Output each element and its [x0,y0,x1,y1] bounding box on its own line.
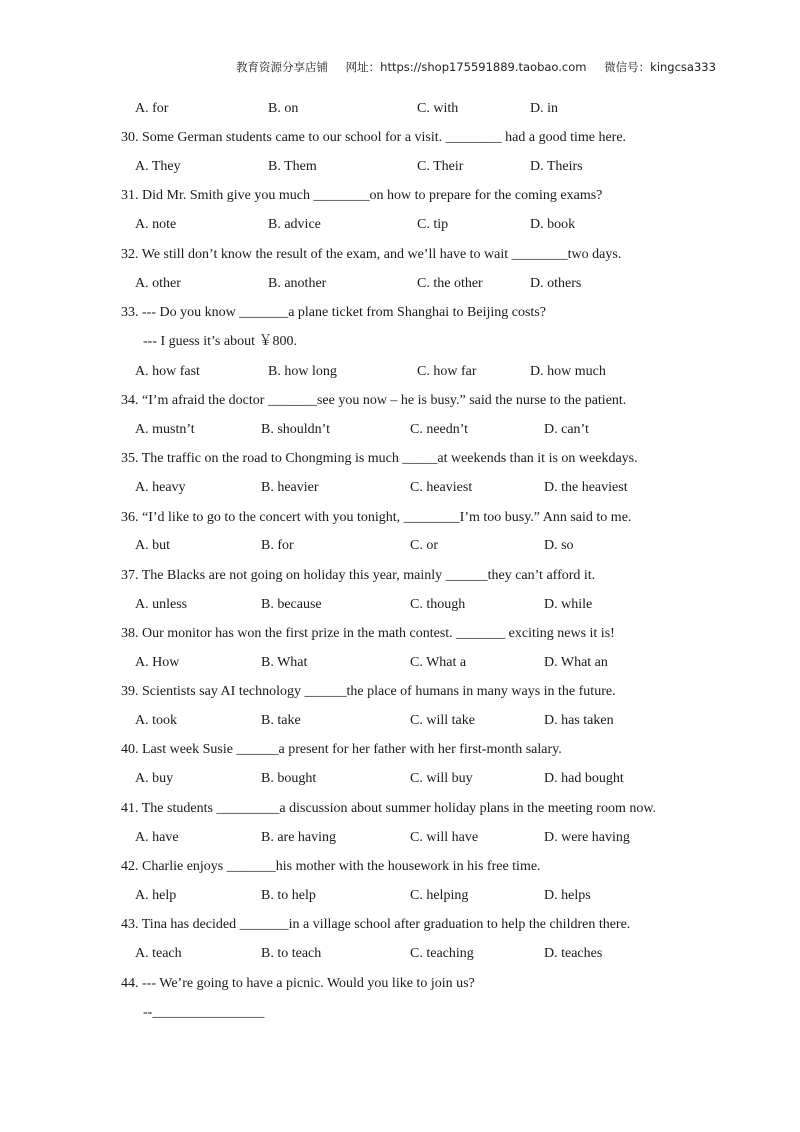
wechat-id: 微信号：kingcsa333 [604,60,716,74]
answer-option: C. will take [410,713,475,728]
answer-option: C. how far [417,364,477,379]
question-text: 44. --- We’re going to have a picnic. Would you like to join us? [121,976,475,991]
answer-option: B. another [268,276,327,291]
answer-option: D. others [530,276,582,291]
question-text: 30. Some German students came to our school for a visit. ________ had a good time here. [121,130,627,145]
answer-option: C. needn’t [410,422,469,437]
answer-option: A. have [135,830,179,845]
answer-option: D. has taken [544,713,614,728]
answer-option: B. advice [268,217,321,232]
answer-option: B. bought [261,771,317,786]
shop-url: 网址：https://shop175591889.taobao.com [345,60,587,74]
answer-option: A. help [135,888,177,903]
answer-option: C. heaviest [410,480,473,495]
answer-option: B. because [261,597,322,612]
question-text: 35. The traffic on the road to Chongming is much _____at weekends than it is on weekdays. [121,451,638,466]
question-text: 33. --- Do you know _______a plane ticket from Shanghai to Beijing costs? [121,305,546,320]
answer-option: C. helping [410,888,469,903]
answer-option: C. Their [417,159,464,174]
answer-option: D. Theirs [530,159,583,174]
answer-option: C. the other [417,276,483,291]
answer-option: D. can’t [544,422,589,437]
question-text: 40. Last week Susie ______a present for her father with her first-month salary. [121,742,562,757]
dialogue-reply: --- I guess it’s about ￥800. [143,334,297,349]
answer-option: A. buy [135,771,174,786]
question-text: 32. We still don’t know the result of the exam, and we’ll have to wait ________two days. [121,247,622,262]
question-text: 34. “I’m afraid the doctor _______see you now – he is busy.” said the nurse to the patient. [121,393,627,408]
question-text: 37. The Blacks are not going on holiday this year, mainly ______they can’t afford it. [121,568,596,583]
answer-option: A. How [135,655,180,670]
answer-option: B. Them [268,159,317,174]
question-text: 41. The students _________a discussion about summer holiday plans in the meeting room now. [121,801,657,816]
answer-option: A. heavy [135,480,186,495]
answer-option: B. shouldn’t [261,422,330,437]
answer-option: B. how long [268,364,337,379]
question-text: 38. Our monitor has won the first prize in the math contest. _______ exciting news it is! [121,626,615,641]
answer-option: D. book [530,217,576,232]
answer-option: D. the heaviest [544,480,628,495]
answer-option: A. for [135,101,169,116]
answer-option: A. other [135,276,181,291]
answer-option: C. or [410,538,438,553]
answer-option: B. What [261,655,308,670]
shop-name: 教育资源分享店铺 [236,60,328,74]
answer-option: D. What an [544,655,608,670]
answer-option: C. with [417,101,459,116]
answer-option: A. mustn’t [135,422,195,437]
dialogue-reply: --________________ [143,1005,265,1020]
answer-option: A. how fast [135,364,200,379]
question-text: 43. Tina has decided _______in a village school after graduation to help the children there. [121,917,631,932]
answer-option: A. teach [135,946,182,961]
answer-option: A. unless [135,597,188,612]
answer-option: D. were having [544,830,630,845]
answer-option: C. will buy [410,771,473,786]
answer-option: C. tip [417,217,449,232]
answer-option: D. had bought [544,771,624,786]
question-text: 36. “I’d like to go to the concert with you tonight, ________I’m too busy.” Ann said to me. [121,510,632,525]
question-text: 39. Scientists say AI technology ______the place of humans in many ways in the future. [121,684,616,699]
answer-option: D. teaches [544,946,603,961]
answer-option: D. helps [544,888,591,903]
answer-option: C. will have [410,830,479,845]
page-header [236,59,716,75]
answer-option: B. heavier [261,480,319,495]
answer-option: D. how much [530,364,606,379]
answer-option: B. to help [261,888,316,903]
answer-option: D. in [530,101,558,116]
answer-option: A. note [135,217,177,232]
answer-option: A. They [135,159,181,174]
answer-option: B. for [261,538,294,553]
answer-option: B. to teach [261,946,322,961]
question-text: 31. Did Mr. Smith give you much ________on how to prepare for the coming exams? [121,188,603,203]
answer-option: C. though [410,597,466,612]
answer-option: D. while [544,597,593,612]
answer-option: B. are having [261,830,337,845]
answer-option: A. took [135,713,177,728]
answer-option: C. teaching [410,946,474,961]
question-text: 42. Charlie enjoys _______his mother with the housework in his free time. [121,859,541,874]
answer-option: C. What a [410,655,467,670]
answer-option: B. take [261,713,301,728]
answer-option: A. but [135,538,170,553]
answer-option: D. so [544,538,574,553]
answer-option: B. on [268,101,299,116]
